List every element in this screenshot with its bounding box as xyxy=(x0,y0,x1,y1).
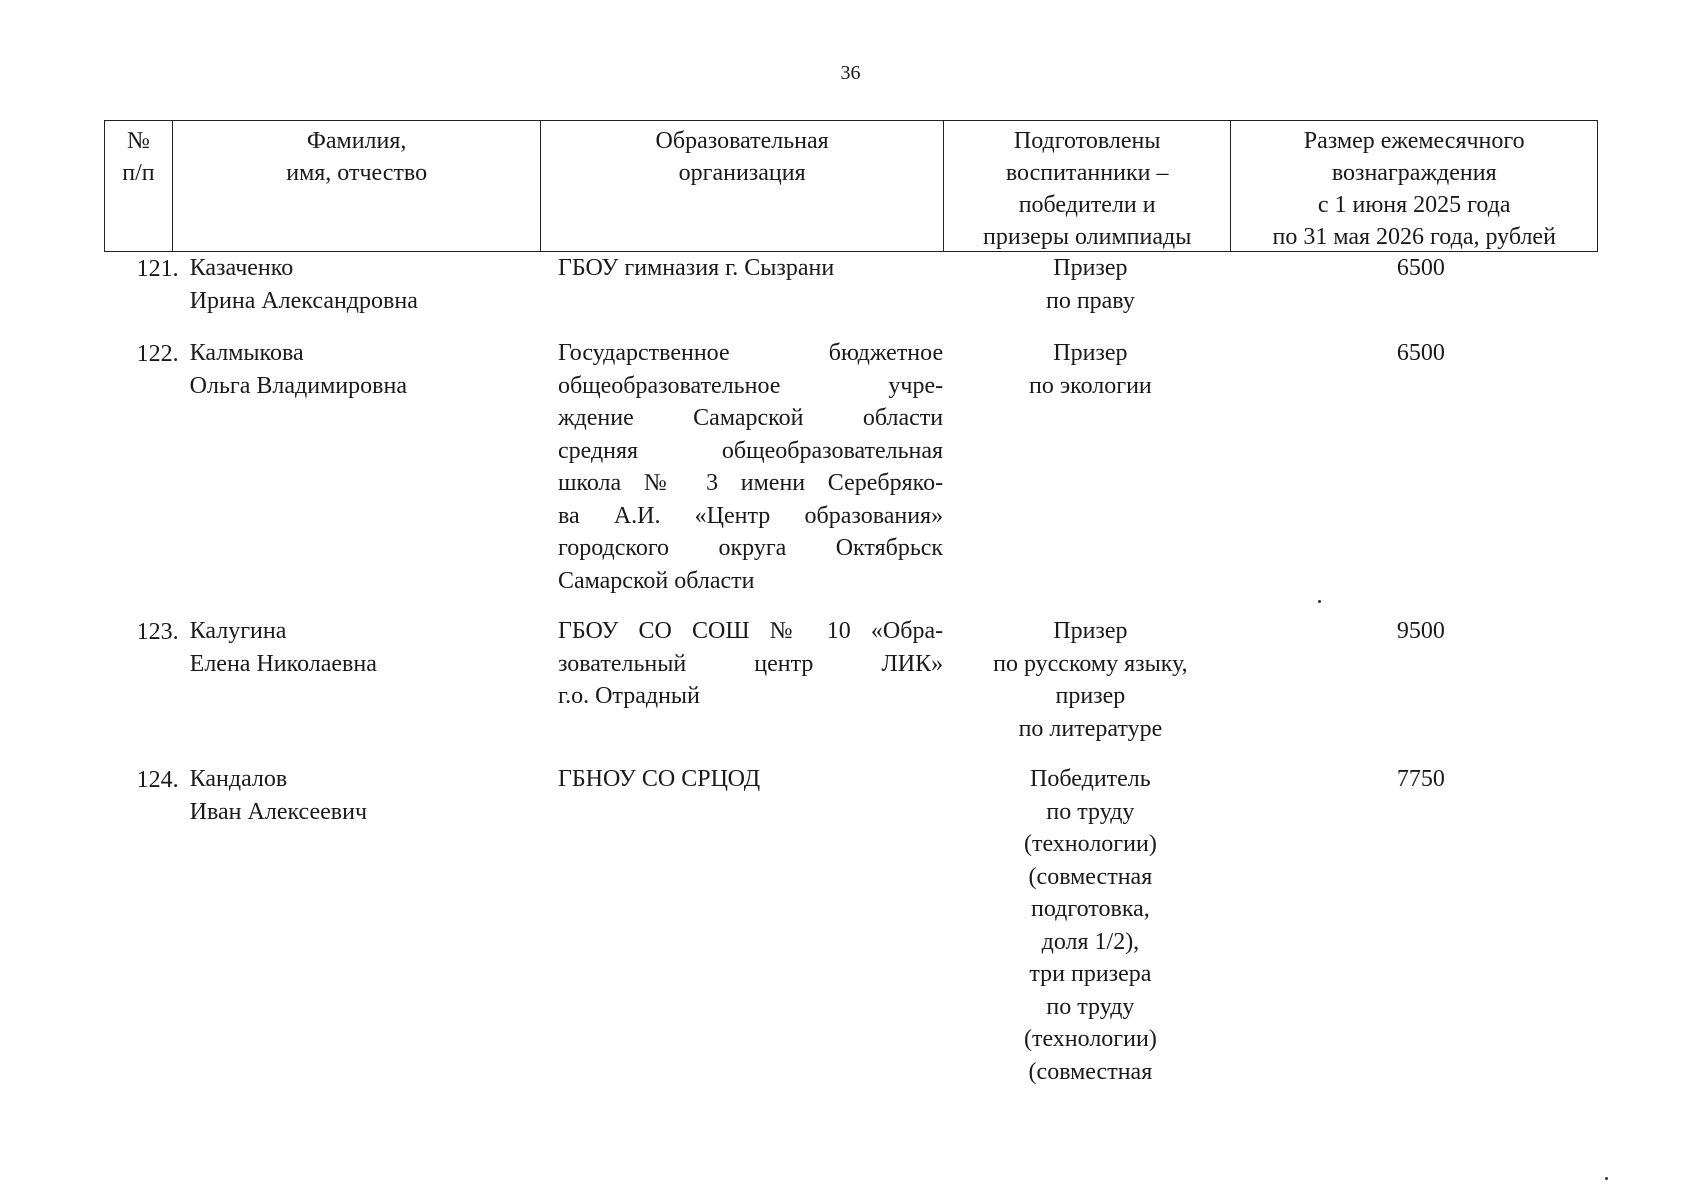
row-amount: 6500 xyxy=(1396,255,1445,281)
table-row xyxy=(104,252,1598,337)
org-line: школа № 3 имени Серебряко- xyxy=(557,470,944,496)
header-amount: Размер ежемесячного вознаграждения с 1 июня 2025 года по 31 мая 2026 года, рублей xyxy=(1272,128,1556,250)
row-olympiad: Призер по экологии xyxy=(1029,340,1152,399)
org-line: ГБОУ СО СОШ № 10 «Обра- xyxy=(557,618,944,644)
row-organization xyxy=(546,615,947,763)
scan-speck xyxy=(1318,600,1321,603)
row-number: 122. xyxy=(136,341,179,367)
row-organization xyxy=(546,252,947,337)
table-body xyxy=(104,252,1598,1083)
org-line: ГБОУ гимназия г. Сызрани xyxy=(557,255,835,281)
org-line: городского округа Октябрьск xyxy=(557,535,944,561)
header-olympiad: Подготовлены воспитанники – победители и призеры олимпиады xyxy=(944,121,1232,251)
row-full-name: Кандалов Иван Алексеевич xyxy=(189,766,368,825)
row-amount: 6500 xyxy=(1396,340,1445,366)
row-full-name: Калугина Елена Николаевна xyxy=(189,618,377,677)
org-line: зовательный центр ЛИК» xyxy=(557,650,944,677)
org-line: общеобразовательное учре- xyxy=(557,372,944,399)
scan-speck xyxy=(1605,1177,1608,1180)
table-header xyxy=(104,120,1598,252)
row-amount: 7750 xyxy=(1396,766,1445,792)
org-line: Самарской области xyxy=(557,567,755,594)
header-organization: Образовательная организация xyxy=(541,121,943,251)
org-line: г.о. Отрадный xyxy=(557,683,700,709)
row-full-name: Казаченко Ирина Александровна xyxy=(189,255,418,314)
org-line: ГБНОУ СО СРЦОД xyxy=(557,766,761,792)
row-number: 121. xyxy=(136,256,179,282)
table-row xyxy=(104,615,1598,763)
org-line: ва А.И. «Центр образования» xyxy=(557,502,944,529)
header-full-name: Фамилия, имя, отчество xyxy=(173,121,542,251)
table-row xyxy=(104,337,1598,615)
row-amount: 9500 xyxy=(1396,618,1445,644)
row-number: 123. xyxy=(136,619,179,645)
header-number: № п/п xyxy=(105,121,173,251)
row-olympiad: Победитель по труду (технологии) (совместная подготовка, доля 1/2), три призера по труду (технологии) (совместная xyxy=(1023,766,1157,1085)
row-organization xyxy=(546,763,947,1083)
org-line: Государственное бюджетное xyxy=(557,340,944,366)
table-row xyxy=(104,763,1598,1083)
row-olympiad: Призер по русскому языку, призер по литературе xyxy=(993,618,1188,742)
org-line: средняя общеобразовательная xyxy=(557,437,944,464)
org-line: ждение Самарской области xyxy=(557,405,944,431)
row-full-name: Калмыкова Ольга Владимировна xyxy=(189,340,407,399)
row-olympiad: Призер по праву xyxy=(1045,255,1135,314)
row-organization xyxy=(546,337,947,615)
row-number: 124. xyxy=(136,767,179,793)
page-number: 36 xyxy=(840,62,861,84)
